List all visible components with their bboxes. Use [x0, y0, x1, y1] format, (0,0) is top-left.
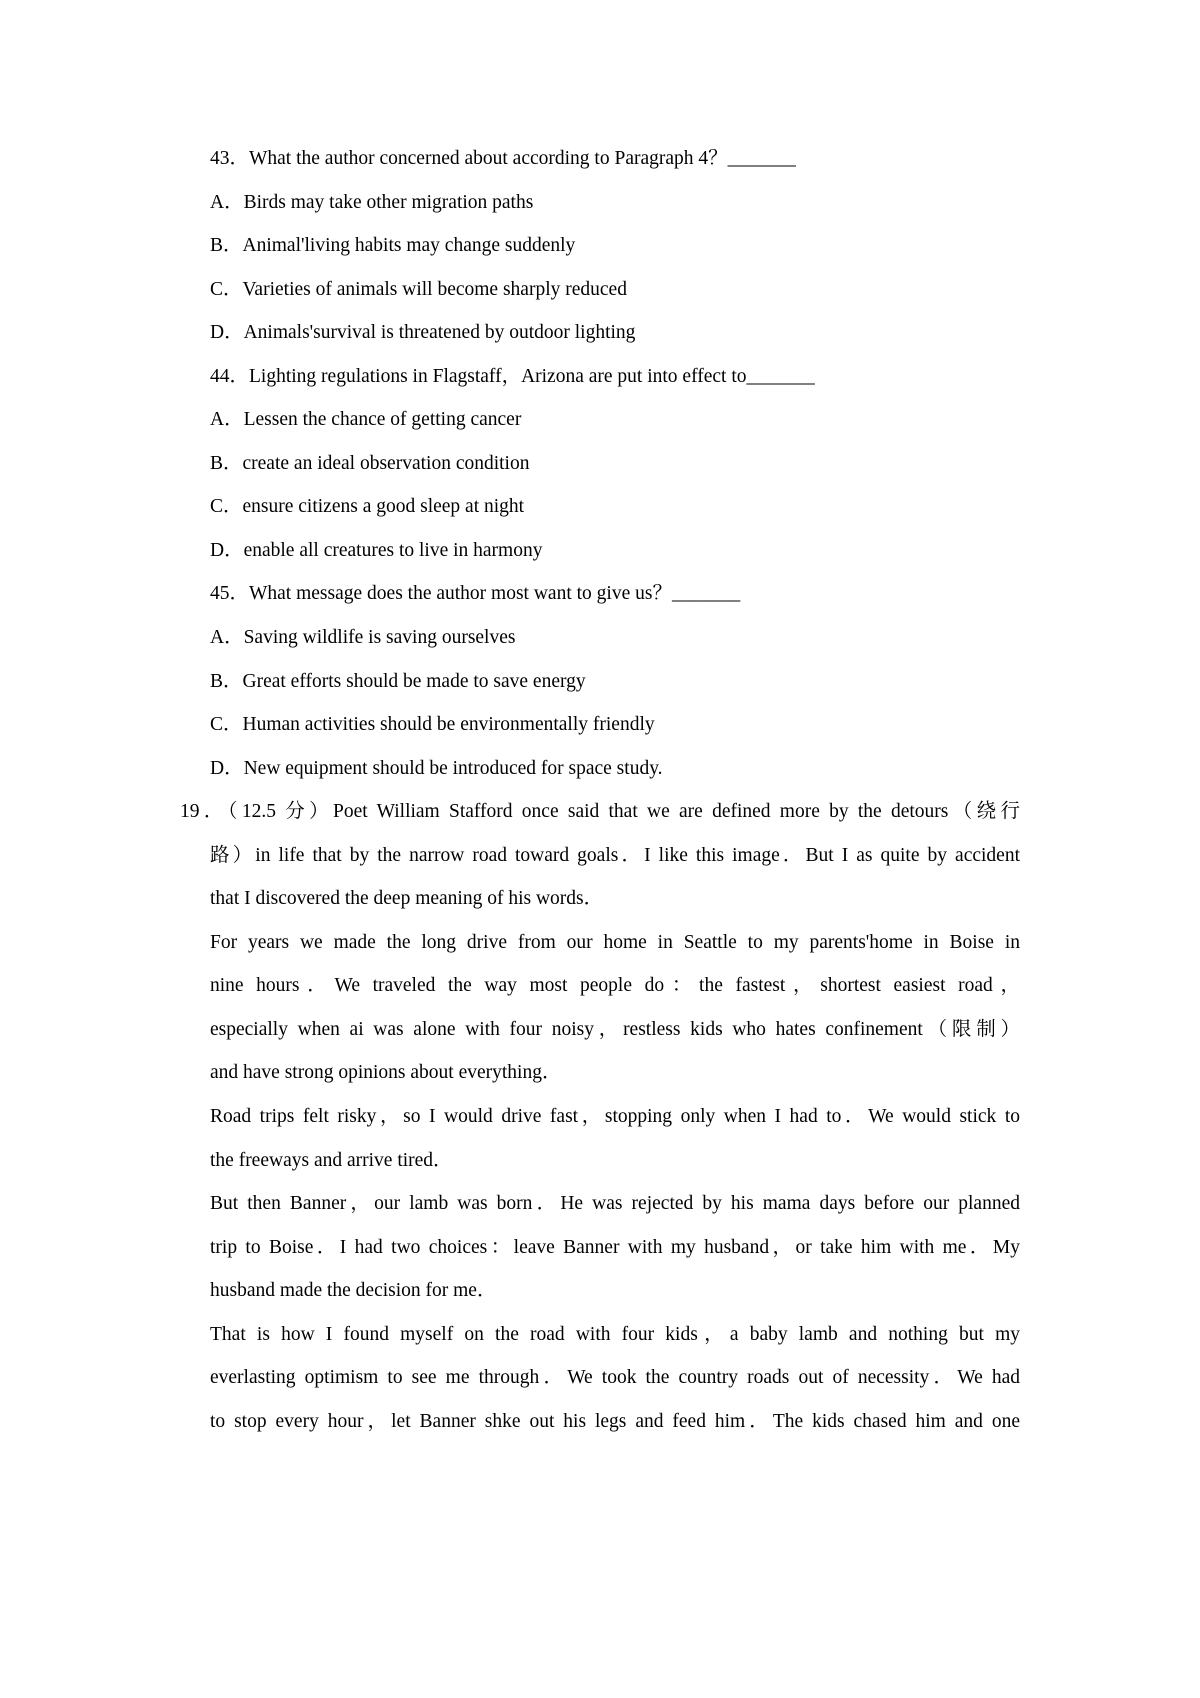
question-44-option-d: D．enable all creatures to live in harmony — [210, 540, 543, 561]
question-43-option-b: B．Animal'living habits may change suddenly — [210, 235, 576, 256]
question-45-stem: 45．What message does the author most want to give us？_______ — [210, 583, 741, 604]
question-45-option-a: A．Saving wildlife is saving ourselves — [210, 627, 516, 648]
question-44-option-b: B．create an ideal observation condition — [210, 453, 530, 474]
paragraph-3-line-2: trip to Boise．I had two choices：leave Banner with my husband，or take him with me．My — [210, 1237, 1020, 1258]
question-43-stem: 43．What the author concerned about according to Paragraph 4？_______ — [210, 148, 796, 169]
paragraph-1-line-4: and have strong opinions about everything． — [210, 1062, 562, 1083]
question-44-option-c: C．ensure citizens a good sleep at night — [210, 496, 525, 517]
paragraph-4-line-3: to stop every hour，let Banner shke out his legs and feed him．The kids chased him and one — [210, 1411, 1020, 1432]
paragraph-2-line-2: the freeways and arrive tired． — [210, 1150, 453, 1171]
question-43-option-c: C．Varieties of animals will become sharply reduced — [210, 279, 627, 300]
paragraph-2-line-1: Road trips felt risky，so I would drive fast，stopping only when I had to．We would stick to — [210, 1106, 1020, 1127]
question-44-option-a: A．Lessen the chance of getting cancer — [210, 409, 522, 430]
paragraph-1-line-3: especially when ai was alone with four noisy，restless kids who hates confinement（限制） — [210, 1019, 1020, 1040]
question-45-option-b: B．Great efforts should be made to save energy — [210, 671, 586, 692]
question-45-option-c: C．Human activities should be environmentally friendly — [210, 714, 655, 735]
paragraph-3-line-1: But then Banner，our lamb was born．He was rejected by his mama days before our planned — [210, 1193, 1020, 1214]
paragraph-4-line-1: That is how I found myself on the road with four kids，a baby lamb and nothing but my — [210, 1324, 1020, 1345]
question-43-option-d: D．Animals'survival is threatened by outdoor lighting — [210, 322, 636, 343]
paragraph-3-line-3: husband made the decision for me． — [210, 1280, 497, 1301]
paragraph-1-line-1: For years we made the long drive from our home in Seattle to my parents'home in Boise in — [210, 932, 1020, 953]
section-19-intro-line-3: that I discovered the deep meaning of his words． — [210, 888, 604, 909]
question-44-stem: 44．Lighting regulations in Flagstaff，Arizona are put into effect to_______ — [210, 366, 815, 387]
section-19-intro-line-2: 路）in life that by the narrow road toward goals．I like this image．But I as quite by accident — [210, 845, 1020, 866]
section-19-intro-line-1: 19．（12.5 分）Poet William Stafford once said that we are defined more by the detours（绕行 — [180, 801, 1020, 822]
paragraph-1-line-2: nine hours．We traveled the way most people do：the fastest，shortest easiest road， — [210, 975, 1020, 996]
question-43-option-a: A．Birds may take other migration paths — [210, 192, 534, 213]
paragraph-4-line-2: everlasting optimism to see me through．We took the country roads out of necessity．We had — [210, 1367, 1020, 1388]
question-45-option-d: D．New equipment should be introduced for space study. — [210, 758, 663, 779]
